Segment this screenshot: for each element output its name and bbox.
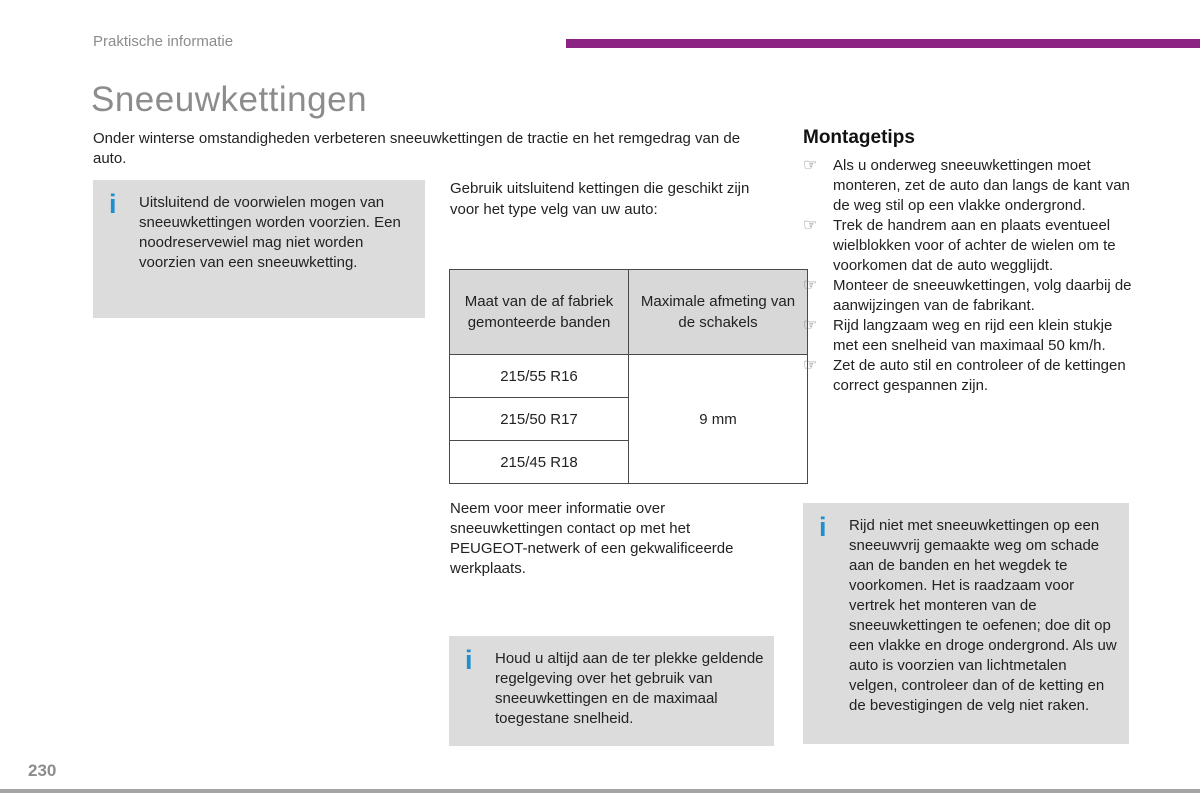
info-box-regulations	[449, 636, 774, 746]
chains-lead-paragraph: Gebruik uitsluitend kettingen die geschikt zijn voor het type velg van uw auto:	[450, 180, 750, 218]
table-header-row	[450, 270, 808, 355]
tire-size-cell: 215/55 R16	[450, 355, 629, 398]
info-icon: i	[465, 645, 473, 675]
page-title: Sneeuwkettingen	[91, 80, 368, 119]
info-box-text: Rijd niet met sneeuwkettingen op een sneeuwvrij gemaakte weg om schade aan de banden en het wegdek te voorkomen. Het is raadzaam voor vertrek het monteren van de sneeuwkettingen te oefenen; doe dit op een vlakke en droge ondergrond. Als uw auto is voorzien van lichtmetalen velgen, controleer dan of de ketting en de bevestigingen de velg niet raken.	[849, 517, 1117, 714]
pointing-hand-icon: ☞	[803, 357, 818, 374]
max-link-size-cell: 9 mm	[629, 355, 808, 484]
info-box-front-wheels	[93, 180, 425, 318]
accent-bar	[566, 39, 1200, 48]
tip-text: Monteer de sneeuwkettingen, volg daarbij de aanwijzingen van de fabrikant.	[833, 277, 1132, 314]
footer-rule	[0, 789, 1200, 793]
table-header-links: Maximale afmeting van de schakels	[629, 270, 808, 355]
montagetips-heading: Montagetips	[803, 127, 915, 148]
page-number: 230	[28, 761, 57, 780]
tip-text: Trek de handrem aan en plaats eventueel wielblokken voor of achter de wielen om te voorkomen dat de auto wegglijdt.	[833, 217, 1116, 274]
tip-text: Rijd langzaam weg en rijd een klein stukje met een snelheid van maximaal 50 km/h.	[833, 317, 1113, 354]
section-label: Praktische informatie	[93, 33, 234, 50]
pointing-hand-icon: ☞	[803, 317, 818, 334]
list-item	[803, 216, 1133, 276]
info-icon: i	[819, 512, 827, 542]
info-box-snowfree-roads	[803, 503, 1129, 744]
list-item	[803, 356, 1133, 396]
tip-text: Als u onderweg sneeuwkettingen moet monteren, zet de auto dan langs de kant van de weg stil op een vlakke ondergrond.	[833, 157, 1130, 214]
tire-size-cell: 215/45 R18	[450, 441, 629, 484]
table-row	[450, 355, 808, 398]
info-icon: i	[109, 189, 117, 219]
intro-paragraph: Onder winterse omstandigheden verbeteren sneeuwkettingen de tractie en het remgedrag van de auto.	[93, 130, 741, 167]
pointing-hand-icon: ☞	[803, 157, 818, 174]
pointing-hand-icon: ☞	[803, 217, 818, 234]
list-item	[803, 316, 1133, 356]
more-info-paragraph: Neem voor meer informatie over sneeuwkettingen contact op met het PEUGEOT-netwerk of een gekwalificeerde werkplaats.	[450, 500, 734, 577]
tire-chain-table	[449, 269, 808, 484]
montagetips-list	[803, 156, 1133, 396]
tire-size-cell: 215/50 R17	[450, 398, 629, 441]
tip-text: Zet de auto stil en controleer of de kettingen correct gespannen zijn.	[833, 357, 1126, 394]
info-box-text: Uitsluitend de voorwielen mogen van sneeuwkettingen worden voorzien. Een noodreservewiel mag niet worden voorzien van een sneeuwketting.	[139, 194, 401, 271]
table-header-tires: Maat van de af fabriek gemonteerde banden	[450, 270, 629, 355]
info-box-text: Houd u altijd aan de ter plekke geldende regelgeving over het gebruik van sneeuwkettingen en de maximaal toegestane snelheid.	[495, 650, 764, 727]
list-item	[803, 156, 1133, 216]
pointing-hand-icon: ☞	[803, 277, 818, 294]
list-item	[803, 276, 1133, 316]
